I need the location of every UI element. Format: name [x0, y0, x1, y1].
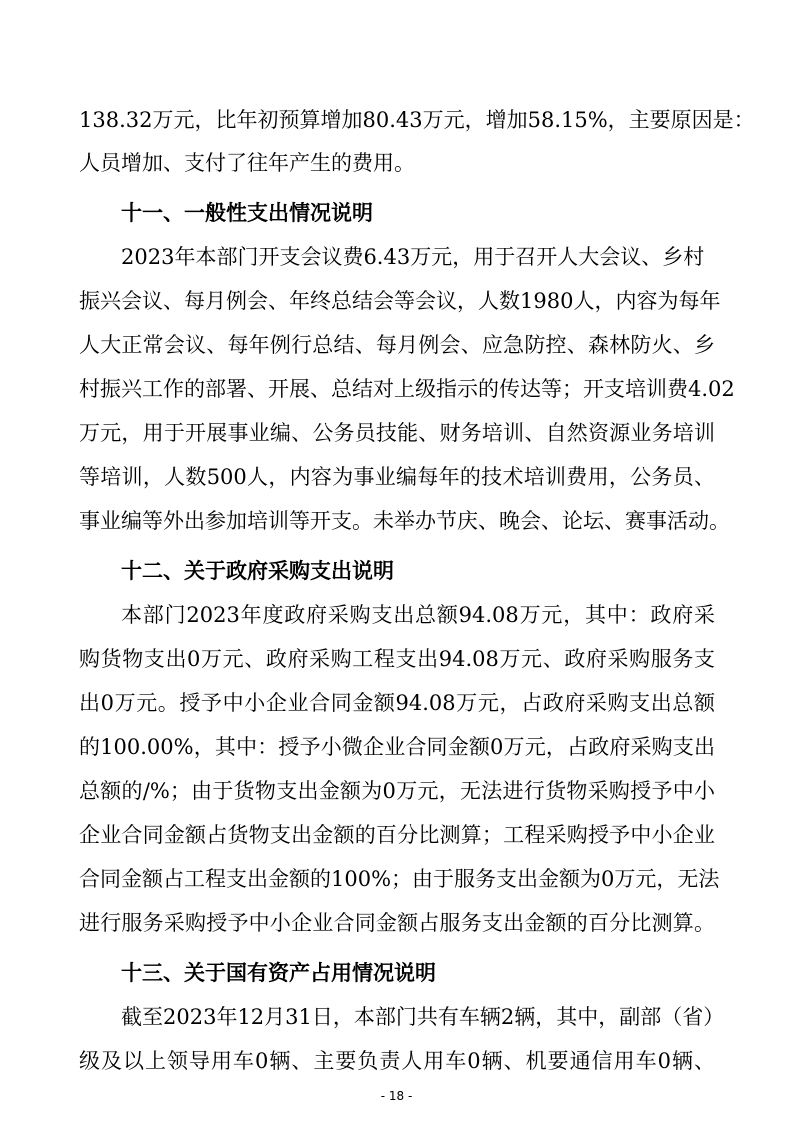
body-line: 出0万元。授予中小企业合同金额94.08万元，占政府采购支出总额	[79, 691, 715, 715]
body-line: 本部门2023年度政府采购支出总额94.08万元，其中：政府采	[121, 603, 715, 627]
body-line: 振兴会议、每月例会、年终总结会等会议，人数1980人，内容为每年	[79, 289, 721, 313]
body-line: 的100.00%，其中：授予小微企业合同金额0万元，占政府采购支出	[79, 735, 715, 759]
body-line: 进行服务采购授予中小企业合同金额占服务支出金额的百分比测算。	[79, 911, 715, 935]
body-line: 等培训，人数500人，内容为事业编每年的技术培训费用，公务员、	[79, 465, 715, 489]
body-line: 总额的/%；由于货物支出金额为0万元，无法进行货物采购授予中小	[79, 779, 715, 803]
body-line: 企业合同金额占货物支出金额的百分比测算；工程采购授予中小企业	[79, 823, 715, 847]
section-body-13-line-2: 级及以上领导用车0辆、主要负责人用车0辆、机要通信用车0辆、	[79, 1049, 715, 1073]
body-line: 购货物支出0万元、政府采购工程支出94.08万元、政府采购服务支	[79, 647, 715, 671]
body-line: 村振兴工作的部署、开展、总结对上级指示的传达等；开支培训费4.02	[79, 377, 735, 401]
section-heading-11: 十一、一般性支出情况说明	[121, 201, 373, 225]
body-line: 2023年本部门开支会议费6.43万元，用于召开人大会议、乡村	[121, 245, 705, 269]
section-heading-13: 十三、关于国有资产占用情况说明	[121, 961, 436, 985]
body-line: 事业编等外出参加培训等开支。未举办节庆、晚会、论坛、赛事活动。	[79, 509, 730, 533]
section-heading-12: 十二、关于政府采购支出说明	[121, 559, 394, 583]
body-line: 138.32万元，比年初预算增加80.43万元，增加58.15%，主要原因是：	[79, 108, 755, 132]
body-line: 万元，用于开展事业编、公务员技能、财务培训、自然资源业务培训	[79, 421, 715, 445]
page-number: - 18 -	[380, 1089, 413, 1103]
body-line: 合同金额占工程支出金额的100%；由于服务支出金额为0万元，无法	[79, 867, 720, 891]
body-line: 人员增加、支付了往年产生的费用。	[79, 151, 415, 175]
section-body-13-line-1: 截至2023年12月31日，本部门共有车辆2辆，其中，副部（省）	[121, 1005, 725, 1029]
body-line: 人大正常会议、每年例行总结、每月例会、应急防控、森林防火、乡	[79, 333, 715, 357]
